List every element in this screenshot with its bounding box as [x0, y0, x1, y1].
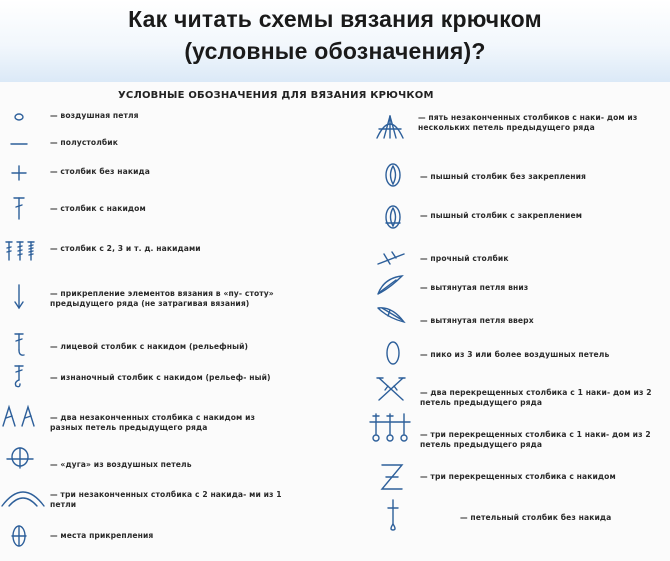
multi-yarn-over-icon [4, 238, 40, 264]
slip-stitch-icon [6, 131, 32, 157]
legend-item-puff: — пышный столбик без закрепления [420, 172, 586, 181]
closed-puff-stitch-icon [380, 203, 406, 229]
single-crochet-icon [6, 160, 32, 186]
page-title: Как читать схемы вязания крючком [128, 6, 542, 32]
z-cross-icon [378, 462, 406, 488]
legend-item-chain-arc: — «дуга» из воздушных петель [50, 460, 192, 469]
sheet-title: УСЛОВНЫЕ ОБОЗНАЧЕНИЯ ДЛЯ ВЯЗАНИЯ КРЮЧКОМ [118, 90, 434, 101]
legend-item-single-crochet: — столбик без накида [50, 167, 150, 176]
five-stitch-cluster-icon [374, 112, 406, 138]
legend-item-attach-to-space: — прикрепление элементов вязания в «пу- стоту» предыдущего ряда (не затрагивая вязания) [50, 289, 274, 308]
legend-item-front-post: — лицевой столбик с накидом (рельефный) [50, 342, 249, 351]
legend-item-crossed-two: — два перекрещенных столбика с 1 наки- дом из 2 петель предыдущего ряда [420, 388, 652, 407]
legend-item-picot: — пико из 3 или более воздушных петель [420, 350, 610, 359]
legend-item-double-crochet: — столбик с накидом [50, 204, 146, 213]
elongated-loop-down-icon [374, 272, 406, 298]
page-subtitle: (условные обозначения)? [184, 38, 486, 64]
legend-item-z-cross: — три перекрещенных столбика с накидом [420, 472, 616, 481]
chain-arc-icon [5, 444, 35, 470]
double-crochet-icon [6, 195, 32, 221]
legend-item-attachment-point: — места прикрепления [50, 531, 154, 540]
legend-item-loop-up: — вытянутая петля вверх [420, 316, 534, 325]
front-post-icon [6, 332, 32, 358]
legend-item-chain-stitch: — воздушная петля [50, 111, 139, 120]
loop-stitch-icon [380, 498, 406, 532]
legend-item-three-unfinished: — три незаконченных столбика с 2 накида- ми из 1 петли [50, 490, 282, 509]
two-unfinished-stitches-icon [2, 404, 38, 430]
attach-to-space-icon [6, 284, 32, 310]
legend-item-loop-stitch: — петельный столбик без накида [460, 513, 612, 522]
legend-item-solid: — прочный столбик [420, 254, 509, 263]
legend-item-multi-yarn-over: — столбик с 2, 3 и т. д. накидами [50, 244, 201, 253]
legend-item-loop-down: — вытянутая петля вниз [420, 283, 529, 292]
crossed-two-icon [376, 374, 406, 400]
chain-stitch-icon [6, 104, 32, 130]
legend-item-slip-stitch: — полустолбик [50, 138, 118, 147]
solid-stitch-icon [376, 244, 406, 270]
legend-item-closed-puff: — пышный столбик с закреплением [420, 211, 583, 220]
legend-item-back-post: — изнаночный столбик с накидом (рельеф- ный) [50, 373, 271, 382]
banner [0, 0, 670, 82]
legend-item-two-unfinished: — два незаконченных столбика с накидом из разных петель предыдущего ряда [50, 413, 256, 432]
three-unfinished-stitches-icon [0, 482, 46, 508]
elongated-loop-up-icon [376, 302, 408, 328]
crossed-three-icon [368, 412, 414, 438]
puff-stitch-icon [380, 162, 406, 188]
legend-item-five-cluster: — пять незаконченных столбиков с наки- дом из нескольких петель предыдущего ряда [418, 113, 638, 132]
picot-icon [380, 340, 406, 366]
attachment-point-icon [6, 523, 32, 549]
legend-item-crossed-three: — три перекрещенных столбика с 1 наки- дом из 2 петель предыдущего ряда [420, 430, 651, 449]
back-post-icon [6, 364, 32, 390]
